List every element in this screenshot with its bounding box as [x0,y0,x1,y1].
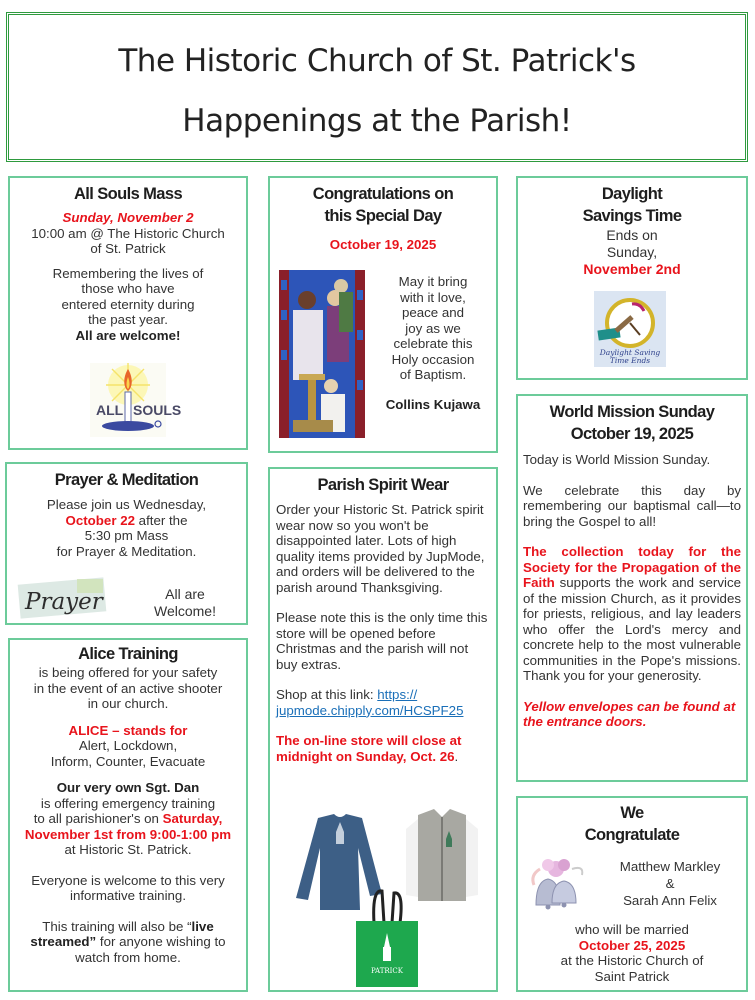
prayer-text: Please join us Wednesday, [46,497,207,512]
baptism-date: October 19, 2025 [329,237,437,252]
daylight-title: Daylight [601,185,663,203]
newsletter-header [6,12,748,162]
alice-acronym: ALICE – stands for [68,722,188,738]
prayer-image-text: Prayer [25,589,103,615]
all-souls-text: Remembering the lives of [52,265,204,281]
all-souls-time: 10:00 am @ The Historic Church [31,225,225,241]
alice-stream [10,919,246,935]
prayer-text: 5:30 pm Mass [84,528,169,543]
alice-text: Everyone is welcome to this very [31,872,225,888]
alice-text: at Historic St. Patrick. [64,842,192,857]
alice-text: in our church. [87,696,169,711]
all-souls-welcome: All are welcome! [75,327,181,343]
spirit-wear-link[interactable]: jupmode.chipply.com/HCSPF25 [276,702,464,718]
spirit-wear-closing [276,733,490,764]
baptism-text: celebrate this [393,336,473,351]
alice-sgt: Our very own Sgt. Dan [56,780,200,795]
wedding-title: We [620,804,644,822]
world-mission-text: Today is World Mission Sunday. [523,452,711,467]
wedding-name: Matthew Markley [619,859,721,874]
wedding-text: who will be married [575,922,689,937]
spirit-wear-closing-text: The on-line store will close at midnight on Sunday, Oct. 26 [276,733,462,764]
wedding-title: Congratulate [584,826,680,844]
alice-date: November 1st from 9:00-1:00 pm [24,826,232,842]
alice-stream [10,934,246,950]
all-souls-title: All Souls Mass [73,185,183,203]
header-title: The Historic Church of St. Patrick's [118,43,636,79]
world-mission-collection [523,544,741,684]
world-mission-collection-red: The collection today for the Society for the Propagation of the Faith [523,544,741,590]
world-mission-text: We celebrate this day by remembering our baptismal call—to bring the Gospel to all! [523,482,741,529]
world-mission-envelopes: Yellow envelopes can be found at the entrance doors. [523,698,736,729]
spirit-wear-text: Order your Historic St. Patrick spirit wear now so you won't be disappointed later. Lots of high quality items provided by JupMode, and orders will be delivered to the parish around Thanksgiving. [276,502,485,595]
daylight-date: November 2nd [583,261,681,277]
all-souls-text: entered eternity during [61,296,195,312]
world-mission-title: World Mission Sunday [549,403,715,421]
wedding-bells-image [526,855,590,915]
prayer-text [7,513,246,529]
baptism-text: with it love, [400,289,466,305]
alice-title: Alice Training [78,645,178,663]
spirit-wear-box [268,467,498,992]
daylight-text: Ends on [606,227,658,243]
spirit-wear-link[interactable]: https:// [377,687,418,702]
wedding-congrats-box [516,796,748,992]
world-mission-collection-text: supports the work and service of the mission Church, as it provides for priests, religious, and lay leaders who offer the Lord's mercy and concrete help to the most vulnerable communities in the Pope's missions. Thank you for your generosity. [523,575,741,683]
alice-stream: watch from home. [75,949,181,965]
alice-stream-part: for anyone wishing to [96,934,226,949]
prayer-image [19,577,107,619]
wedding-name: Sarah Ann Felix [623,893,717,908]
daylight-title: Savings Time [582,207,682,225]
alice-text: in the event of an active shooter [33,680,223,696]
daylight-clock-image [594,291,666,367]
all-souls-box [8,176,248,450]
alice-meaning: Inform, Counter, Evacuate [50,753,206,769]
baptism-text: of Baptism. [399,367,467,382]
alice-text: is offering emergency training [40,795,216,811]
prayer-text: for Prayer & Meditation. [56,543,197,559]
all-souls-text: the past year. [88,312,168,327]
prayer-welcome: All are [165,586,205,602]
daylight-image-caption: Daylight Saving [599,348,661,357]
alice-text-part: to all parishioner's on [33,811,163,826]
alice-stream-part: This training will also be “ [42,918,192,934]
spirit-wear-text: Please note this is the only time this store will be opened before Christmas and the parish will not buy extras. [276,610,488,672]
baptism-text: Holy occasion [391,351,475,367]
wedding-amp: & [665,876,675,891]
alice-text [10,811,246,827]
prayer-title: Prayer & Meditation [54,471,199,489]
wedding-text: at the Historic Church of [560,953,704,968]
daylight-text: Sunday, [606,244,658,260]
baptism-name: Collins Kujawa [385,396,481,412]
baptism-text: joy as we [405,320,461,336]
baptism-title: this Special Day [324,207,442,225]
baptism-stained-glass-image [279,270,365,438]
world-mission-box [516,394,748,782]
all-souls-place: of St. Patrick [90,241,166,256]
world-mission-date: October 19, 2025 [570,425,694,443]
spirit-wear-closing-period: . [454,748,459,764]
daylight-image-caption: Time Ends [609,356,651,365]
all-souls-text: those who have [81,281,175,296]
alice-text: is being offered for your safety [38,665,218,680]
wedding-text: Saint Patrick [594,968,670,984]
spirit-wear-shop [276,687,490,718]
baptism-text: May it bring [398,274,468,289]
alice-date: Saturday, [162,811,223,826]
all-souls-image-text-right: SOULS [133,402,182,418]
baptism-title: Congratulations on [312,185,454,203]
spirit-wear-shop-label: Shop at this link: [276,687,378,702]
all-souls-candle-image [90,363,182,437]
prayer-meditation-box [5,462,248,625]
baptism-text: peace and [401,305,465,320]
baptism-congrats-box [268,176,498,453]
alice-training-box [8,638,248,992]
wedding-date: October 25, 2025 [578,937,686,953]
header-subtitle: Happenings at the Parish! [182,103,572,139]
all-souls-date: Sunday, November 2 [62,210,194,225]
alice-text: informative training. [69,888,187,903]
alice-stream-bold: live [191,918,214,934]
prayer-date: October 22 [65,512,135,528]
spirit-wear-tote-image [352,889,422,989]
daylight-savings-box [516,176,748,380]
prayer-welcome: Welcome! [154,603,216,619]
spirit-wear-title: Parish Spirit Wear [317,476,449,494]
prayer-text-rest: after the [134,512,188,528]
all-souls-image-text-left: ALL [96,402,124,418]
alice-meaning: Alert, Lockdown, [78,738,178,753]
spirit-wear-tote-text: PATRICK [370,967,404,975]
alice-stream-bold: streamed” [30,934,97,949]
